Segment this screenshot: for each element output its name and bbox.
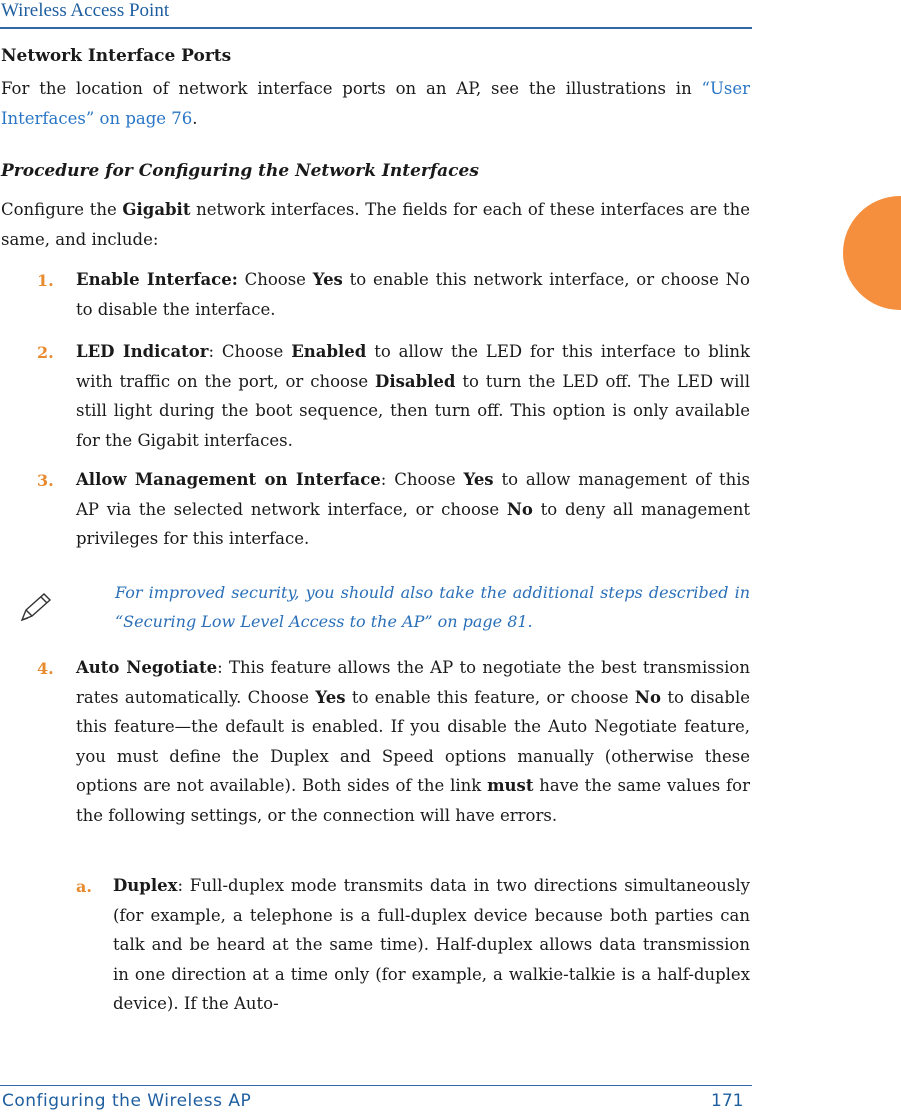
procedure-subheading: Procedure for Configuring the Network Interfaces bbox=[1, 161, 479, 181]
pencil-note-icon bbox=[14, 588, 54, 628]
intro-paragraph: For the location of network interface ports on an AP, see the illustrations in “User Interfaces” on page 76. bbox=[1, 79, 750, 128]
item-number: 1. bbox=[37, 271, 54, 290]
section-heading: Network Interface Ports bbox=[1, 46, 232, 66]
footer-chapter-title: Configuring the Wireless AP bbox=[2, 1091, 252, 1111]
page-number: 171 bbox=[711, 1091, 744, 1111]
intro-text: For the location of network interface ports on an AP, see the illustrations in bbox=[1, 79, 702, 98]
subitem-duplex: Duplex: Full-duplex mode transmits data in two directions simultaneously (for example, a telephone is a full-duplex device because both parties can talk and be heard at the same time). Half-duplex allows data transmission in one direction at a time only (for example, a walkie-talkie is a half-duplex device). If the Auto- bbox=[113, 876, 750, 1013]
security-note: For improved security, you should also take the additional steps described in “Securing Low Level Access to the AP” on page 81. bbox=[115, 583, 750, 631]
list-item-allow-management: Allow Management on Interface: Choose Yes to allow management of this AP via the selected network interface, or choose No to deny all management privileges for this interface. bbox=[76, 470, 750, 548]
list-item-enable-interface: Enable Interface: Choose Yes to enable this network interface, or choose No to disable the interface. bbox=[76, 270, 750, 319]
user-interfaces-link[interactable]: “User Interfaces” on page 76 bbox=[1, 79, 750, 128]
item-number: 2. bbox=[37, 343, 54, 362]
item-number: 4. bbox=[37, 659, 54, 678]
list-item-auto-negotiate: Auto Negotiate: This feature allows the AP to negotiate the best transmission rates automatically. Choose Yes to enable this feature, or choose No to disable this feature—the default is enabled. If you disable the Auto Negotiate feature, you must define the Duplex and Speed options manually (otherwise these options are not available). Both sides of the link must have the same values for the following settings, or the connection will have errors. bbox=[76, 658, 750, 825]
header-rule bbox=[0, 27, 752, 29]
subitem-letter: a. bbox=[76, 877, 92, 896]
chapter-tab-marker bbox=[843, 196, 901, 310]
item-number: 3. bbox=[37, 471, 54, 490]
config-paragraph: Configure the Gigabit network interfaces. The fields for each of these interfaces are the same, and include: bbox=[1, 200, 750, 249]
running-header: Wireless Access Point bbox=[1, 0, 170, 21]
list-item-led-indicator: LED Indicator: Choose Enabled to allow the LED for this interface to blink with traffic on the port, or choose Disabled to turn the LED off. The LED will still light during the boot sequence, then turn off. This option is only available for the Gigabit interfaces. bbox=[76, 342, 751, 450]
footer-rule bbox=[0, 1085, 752, 1086]
